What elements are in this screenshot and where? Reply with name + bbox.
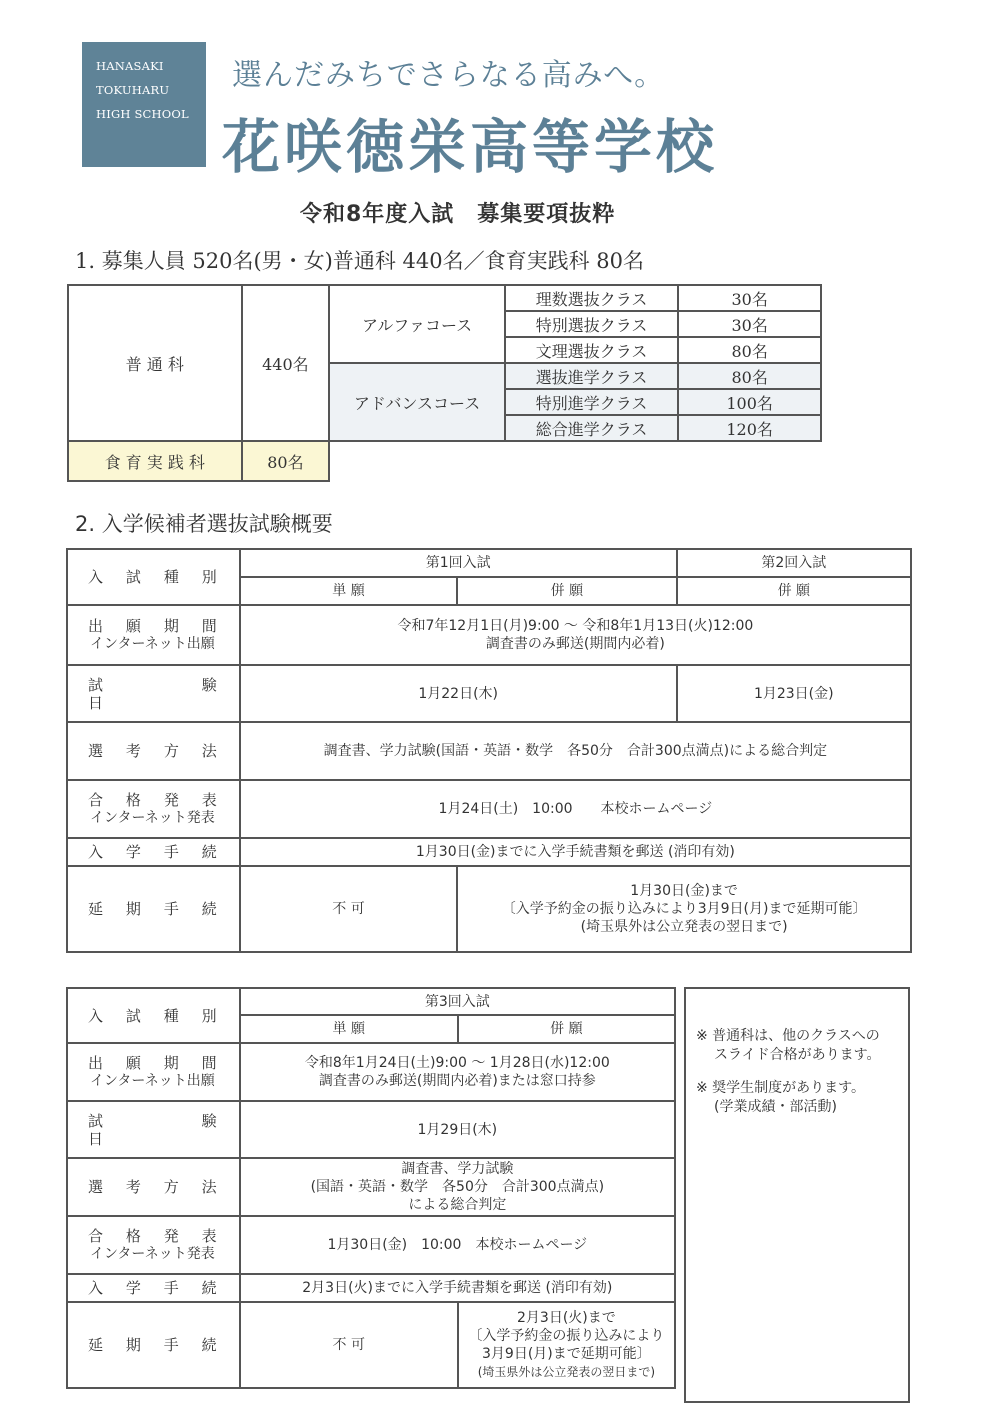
label-selection-method: 選 考 方 法 xyxy=(67,1158,240,1216)
label-result xyxy=(67,1216,240,1274)
note-line: ※ 普通科は、他のクラスへの xyxy=(696,1028,880,1044)
department-general: 普 通 科 xyxy=(68,285,242,441)
class-capacity: 120名 xyxy=(678,415,821,441)
label-exam-type: 入 試 種 別 xyxy=(67,988,240,1043)
postpone-combined xyxy=(457,866,911,952)
label-main: 出 願 期 間 xyxy=(88,1054,217,1072)
label-application-period xyxy=(67,1043,240,1101)
note-slide-pass xyxy=(696,1027,898,1065)
class-capacity: 80名 xyxy=(678,337,821,363)
department-food: 食 育 実 践 科 xyxy=(68,441,242,481)
note-scholarship xyxy=(696,1079,898,1117)
label-exam-date: 試 験 日 xyxy=(67,665,240,722)
label-main: 合 格 発 表 xyxy=(88,1227,217,1245)
class-name: 総合進学クラス xyxy=(505,415,679,441)
exam-table-round-1-2 xyxy=(66,548,912,953)
value-line: (埼玉県外は公立発表の翌日まで) xyxy=(580,919,788,935)
exam-date-round2: 1月23日(金) xyxy=(677,665,911,722)
round1-header: 第1回入試 xyxy=(240,549,677,577)
class-capacity: 80名 xyxy=(678,363,821,389)
course-alpha: アルファコース xyxy=(329,285,505,363)
label-exam-date: 試 験 日 xyxy=(67,1101,240,1158)
department-general-capacity: 440名 xyxy=(242,285,330,441)
postpone-combined xyxy=(458,1302,675,1388)
single-application: 単 願 xyxy=(240,577,457,605)
label-main: 合 格 発 表 xyxy=(88,791,217,809)
section1-heading: 1. 募集人員 520名(男・女)普通科 440名／食育実践科 80名 xyxy=(75,249,645,273)
logo-line: HANASAKI xyxy=(96,59,164,73)
school-name: 花咲徳栄高等学校 xyxy=(222,113,719,181)
round2-header: 第2回入試 xyxy=(677,549,911,577)
capacity-table xyxy=(67,284,822,482)
class-capacity: 30名 xyxy=(678,285,821,311)
value-line: 調査書のみ郵送(期間内必着) xyxy=(485,636,665,652)
exam-date-round3: 1月29日(木) xyxy=(240,1101,675,1158)
value-line: 1月30日(金)まで xyxy=(630,883,738,899)
class-name: 文理選抜クラス xyxy=(505,337,679,363)
course-advance: アドバンスコース xyxy=(329,363,505,441)
value-line: 調査書のみ郵送(期間内必着)または窓口持参 xyxy=(318,1073,596,1089)
combined-application-round2: 併 願 xyxy=(677,577,911,605)
value-line: 調査書、学力試験 xyxy=(401,1161,514,1177)
result-value: 1月30日(金) 10:00 本校ホームページ xyxy=(240,1216,675,1274)
label-result xyxy=(67,780,240,838)
exam-date-round1: 1月22日(木) xyxy=(240,665,677,722)
enrollment-value: 1月30日(金)までに入学手続書類を郵送 (消印有効) xyxy=(240,838,911,866)
value-line: 2月3日(火)まで xyxy=(517,1310,616,1326)
note-line: スライド合格があります。 xyxy=(714,1047,881,1063)
value-line: (国語・英語・数学 各50分 合計300点満点) xyxy=(310,1179,605,1195)
label-enrollment: 入 学 手 続 xyxy=(67,838,240,866)
value-line: 3月9日(月)まで延期可能〕 xyxy=(482,1346,651,1362)
school-logo-box xyxy=(82,42,206,167)
round3-header: 第3回入試 xyxy=(240,988,675,1015)
combined-application: 併 願 xyxy=(457,577,676,605)
application-period-value xyxy=(240,605,911,665)
notes-box xyxy=(684,987,910,1403)
value-line: による総合判定 xyxy=(408,1197,507,1213)
class-name: 特別進学クラス xyxy=(505,389,679,415)
label-enrollment: 入 学 手 続 xyxy=(67,1274,240,1302)
label-sub: インターネット出願 xyxy=(89,1073,215,1089)
label-exam-type: 入 試 種 別 xyxy=(67,549,240,605)
value-line: 令和8年1月24日(土)9:00 ～ 1月28日(水)12:00 xyxy=(304,1055,610,1071)
logo-line: HIGH SCHOOL xyxy=(96,107,189,121)
label-application-period xyxy=(67,605,240,665)
label-sub: インターネット発表 xyxy=(90,810,215,826)
logo-line: TOKUHARU xyxy=(96,83,170,97)
class-capacity: 100名 xyxy=(678,389,821,415)
class-name: 選抜進学クラス xyxy=(505,363,679,389)
document-title: 令和8年度入試 募集要項抜粋 xyxy=(300,202,616,227)
empty-cell xyxy=(329,441,821,481)
label-postpone: 延 期 手 続 xyxy=(67,866,240,952)
section2-heading: 2. 入学候補者選抜試験概要 xyxy=(75,512,333,536)
selection-method-value: 調査書、学力試験(国語・英語・数学 各50分 合計300点満点)による総合判定 xyxy=(240,722,911,780)
exam-table-round-3 xyxy=(66,987,676,1389)
value-line: 〔入学予約金の振り込みにより3月9日(月)まで延期可能〕 xyxy=(501,901,867,917)
single-application: 単 願 xyxy=(240,1015,458,1043)
value-line: (埼玉県外は公立発表の翌日まで) xyxy=(477,1365,656,1379)
label-main: 出 願 期 間 xyxy=(88,617,217,635)
note-line: (学業成績・部活動) xyxy=(714,1099,837,1115)
class-name: 理数選抜クラス xyxy=(505,285,679,311)
note-line: ※ 奨学生制度があります。 xyxy=(696,1080,866,1096)
postpone-single: 不 可 xyxy=(240,866,457,952)
department-food-capacity: 80名 xyxy=(242,441,330,481)
label-sub: インターネット発表 xyxy=(89,1246,215,1262)
tagline: 選んだみちでさらなる高みへ。 xyxy=(232,58,666,93)
application-period-value xyxy=(240,1043,675,1101)
value-line: 〔入学予約金の振り込みにより xyxy=(468,1328,665,1344)
label-postpone: 延 期 手 続 xyxy=(67,1302,240,1388)
selection-method-value xyxy=(240,1158,675,1216)
label-selection-method: 選 考 方 法 xyxy=(67,722,240,780)
enrollment-value: 2月3日(火)までに入学手続書類を郵送 (消印有効) xyxy=(240,1274,675,1302)
postpone-single: 不 可 xyxy=(240,1302,458,1388)
combined-application: 併 願 xyxy=(458,1015,675,1043)
class-name: 特別選抜クラス xyxy=(505,311,679,337)
label-sub: インターネット出願 xyxy=(90,636,215,652)
class-capacity: 30名 xyxy=(678,311,821,337)
result-value: 1月24日(土) 10:00 本校ホームページ xyxy=(240,780,911,838)
value-line: 令和7年12月1日(月)9:00 ～ 令和8年1月13日(火)12:00 xyxy=(397,618,754,634)
